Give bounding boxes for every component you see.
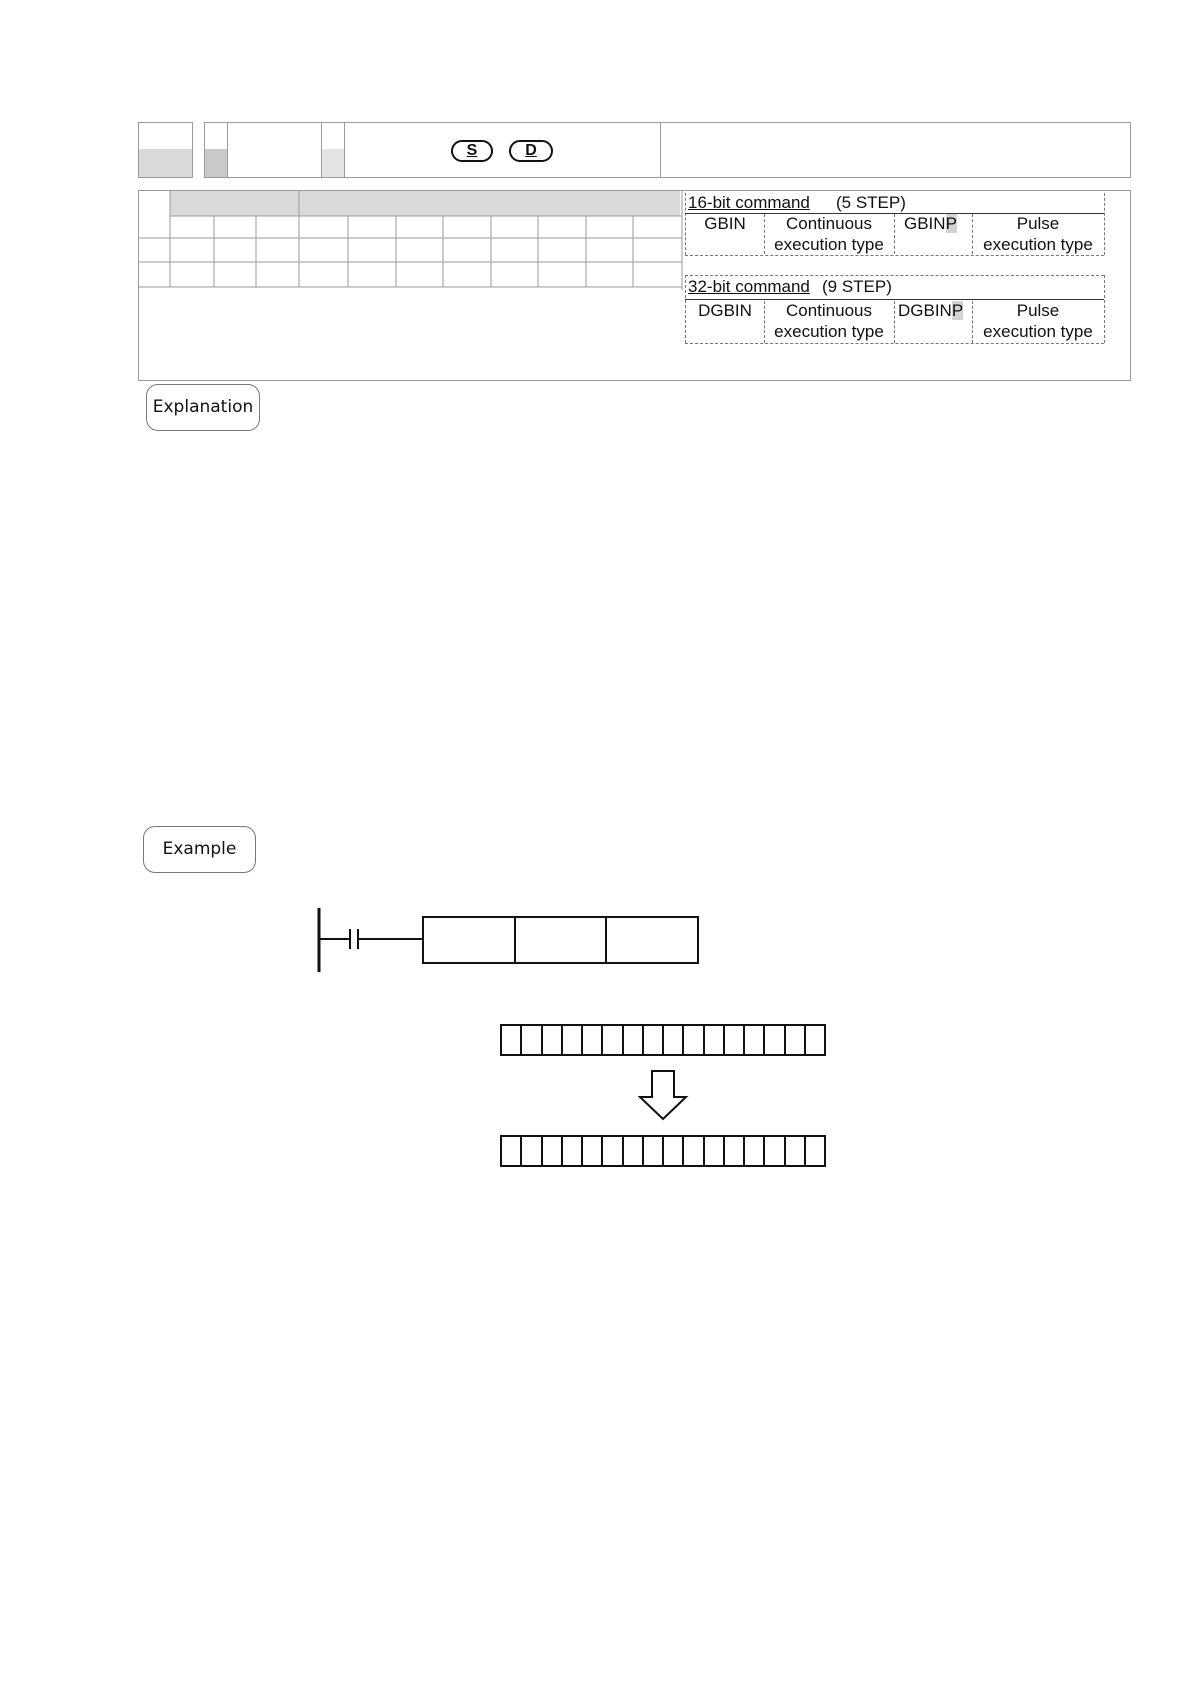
cmd32-pulse-type-2: execution type <box>983 322 1093 341</box>
cmd32-divider-3 <box>972 301 973 343</box>
cmd16-cont-mnemonic: GBIN <box>704 214 746 233</box>
cmd16-pulse-type-1: Pulse <box>1016 214 1060 233</box>
cmd32-bottom-rule <box>685 343 1104 344</box>
cmd32-pulse-mnemonic-base: DGBIN <box>898 301 952 320</box>
cmd32-title: 32-bit command <box>688 277 810 296</box>
cmd32-cont-type-1: Continuous <box>785 301 872 320</box>
cmd16-pulse-type-2: execution type <box>983 235 1093 254</box>
instruction-code-shade <box>139 149 192 177</box>
instruction-box <box>423 917 698 963</box>
cmd32-pulse-mnemonic <box>898 301 963 321</box>
instruction-name-shade <box>205 149 227 177</box>
operand-header-shade <box>322 149 344 177</box>
cmd32-cont-type-2: execution type <box>774 322 884 341</box>
down-arrow-icon <box>638 1069 690 1121</box>
cmd16-pulse-mnemonic <box>904 214 957 234</box>
cmd16-left-border <box>685 193 686 255</box>
cmd16-cont-type-2: execution type <box>774 235 884 254</box>
cmd16-pulse-mnemonic-base: GBIN <box>904 214 946 233</box>
cmd16-pulse-mnemonic-suffix: P <box>945 214 957 233</box>
cmd32-divider-1 <box>764 301 765 343</box>
cmd32-title-rule <box>685 299 1104 300</box>
cmd16-right-border <box>1104 193 1105 255</box>
explanation-label: Explanation <box>146 384 260 431</box>
cmd32-left-border <box>685 275 686 343</box>
destination-bit-register <box>500 1135 826 1167</box>
cmd32-top-rule <box>685 275 1104 276</box>
cmd16-steps: (5 STEP) <box>836 193 906 212</box>
cmd32-pulse-type-1: Pulse <box>1016 301 1060 320</box>
cmd32-right-border <box>1104 275 1105 343</box>
cmd16-cont-type-1: Continuous <box>785 214 872 233</box>
operand-header-divider <box>344 123 345 177</box>
ladder-diagram <box>300 900 710 980</box>
cmd16-bottom-rule <box>685 255 1104 256</box>
operand-device-grid <box>138 190 683 290</box>
cmd32-divider-2 <box>894 301 895 343</box>
example-label: Example <box>143 826 256 873</box>
cmd16-divider-1 <box>764 214 765 254</box>
operand-s-badge: S <box>451 140 493 162</box>
function-description-cell <box>660 122 1131 178</box>
source-bit-register <box>500 1024 826 1056</box>
instruction-name-divider <box>227 123 228 177</box>
operand-d-badge: D <box>509 140 553 162</box>
cmd16-divider-3 <box>972 214 973 254</box>
cmd32-pulse-mnemonic-suffix: P <box>951 301 964 320</box>
cmd32-cont-mnemonic: DGBIN <box>698 301 752 320</box>
cmd32-steps: (9 STEP) <box>822 277 892 296</box>
cmd16-divider-2 <box>894 214 895 254</box>
cmd16-title: 16-bit command <box>688 193 810 212</box>
